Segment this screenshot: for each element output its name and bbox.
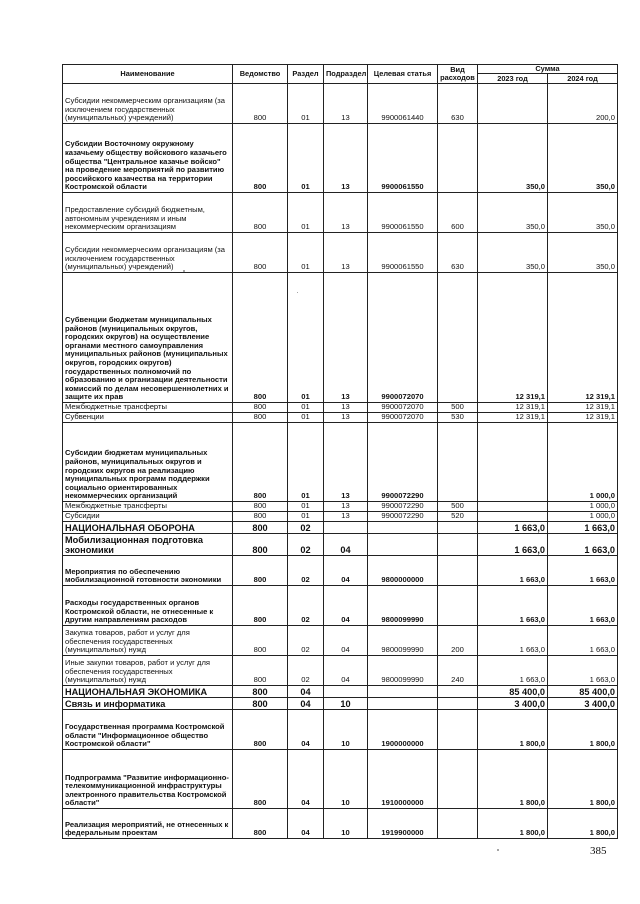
table-row [63,698,618,710]
cell-name: Субсидии [63,512,233,522]
cell-subsection [324,522,368,534]
budget-table [62,64,618,839]
cell-2024: 350,0 [548,233,618,273]
cell-2023: 1 663,0 [478,556,548,586]
cell-name: Подпрограмма "Развитие информационно-телекоммуникационной инфраструктуры электронного правительства Костромской области" [63,750,233,809]
cell-department: 800 [233,750,288,809]
table-row [63,233,618,273]
cell-expense-type [438,686,478,698]
cell-2024: 1 663,0 [548,534,618,556]
cell-department: 800 [233,586,288,626]
cell-target [368,698,438,710]
cell-section: 01 [288,193,324,233]
cell-subsection: 04 [324,586,368,626]
cell-target: 9900061440 [368,84,438,124]
cell-name: Субсидии некоммерческим организациям (за исключением государственных (муниципальных) учреждений) [63,84,233,124]
cell-target: 9900072290 [368,423,438,502]
cell-2023: 1 663,0 [478,522,548,534]
cell-target: 9900061550 [368,193,438,233]
cell-section: 04 [288,710,324,750]
cell-section: 02 [288,534,324,556]
cell-2023: 350,0 [478,124,548,193]
cell-2024: 12 319,1 [548,403,618,413]
cell-name: Государственная программа Костромской области "Информационное общество Костромской области" [63,710,233,750]
cell-2023: 350,0 [478,193,548,233]
cell-name: Предоставление субсидий бюджетным, автономным учреждениям и иным некоммерческим организациям [63,193,233,233]
cell-section: 01 [288,233,324,273]
cell-target: 9900061550 [368,233,438,273]
cell-2024: 1 000,0 [548,512,618,522]
cell-name: Субвенции бюджетам муниципальных районов (муниципальных округов, городских округов) на осуществление органами местного самоуправления муниципальных районов (муниципальных округов, городских округов) государственных полномочий по образованию и организации деятельности комиссий по делам несовершеннолетних и защите их прав [63,273,233,403]
cell-expense-type [438,586,478,626]
cell-2023: 1 663,0 [478,626,548,656]
cell-subsection: 13 [324,124,368,193]
cell-expense-type [438,809,478,839]
cell-2023: 350,0 [478,233,548,273]
table-row [63,656,618,686]
cell-section: 01 [288,502,324,512]
cell-expense-type: 630 [438,233,478,273]
table-row [63,586,618,626]
cell-2023 [478,512,548,522]
cell-department: 800 [233,556,288,586]
cell-section: 04 [288,698,324,710]
cell-target: 9800099990 [368,656,438,686]
cell-section: 01 [288,124,324,193]
cell-expense-type [438,750,478,809]
cell-department: 800 [233,423,288,502]
cell-section: 01 [288,413,324,423]
cell-subsection: 13 [324,502,368,512]
header-sum: Сумма [478,65,618,74]
cell-2024: 350,0 [548,124,618,193]
cell-section: 04 [288,809,324,839]
cell-department: 800 [233,233,288,273]
cell-department: 800 [233,686,288,698]
cell-name: Закупка товаров, работ и услуг для обеспечения государственных (муниципальных) нужд [63,626,233,656]
cell-subsection: 13 [324,193,368,233]
cell-expense-type: 630 [438,84,478,124]
table-row [63,273,618,403]
cell-name: НАЦИОНАЛЬНАЯ ЭКОНОМИКА [63,686,233,698]
cell-2023: 1 663,0 [478,534,548,556]
header-year-2024: 2024 год [548,74,618,84]
scan-speck [297,292,298,293]
cell-subsection: 13 [324,84,368,124]
cell-expense-type [438,522,478,534]
header-name: Наименование [63,65,233,84]
cell-department: 800 [233,698,288,710]
cell-2023: 12 319,1 [478,403,548,413]
cell-name: Субсидии некоммерческим организациям (за исключением государственных (муниципальных) учреждений) [63,233,233,273]
cell-2024: 1 663,0 [548,626,618,656]
cell-department: 800 [233,534,288,556]
cell-2024: 350,0 [548,193,618,233]
cell-section: 02 [288,556,324,586]
cell-subsection: 13 [324,233,368,273]
table-row [63,809,618,839]
cell-expense-type [438,273,478,403]
cell-expense-type: 200 [438,626,478,656]
cell-subsection: 04 [324,626,368,656]
cell-target: 1910000000 [368,750,438,809]
cell-name: Иные закупки товаров, работ и услуг для обеспечения государственных (муниципальных) нужд [63,656,233,686]
cell-department: 800 [233,512,288,522]
table-row [63,403,618,413]
cell-2024: 1 000,0 [548,502,618,512]
cell-2024: 1 663,0 [548,586,618,626]
cell-target: 9900061550 [368,124,438,193]
cell-subsection: 10 [324,698,368,710]
cell-name: Субсидии бюджетам муниципальных районов, муниципальных округов и городских округов на реализацию муниципальных программ поддержки социально ориентированных некоммерческих организаций [63,423,233,502]
cell-department: 800 [233,413,288,423]
cell-target: 9900072290 [368,502,438,512]
cell-department: 800 [233,124,288,193]
cell-2023 [478,84,548,124]
cell-expense-type [438,124,478,193]
table-row [63,413,618,423]
cell-2024: 85 400,0 [548,686,618,698]
cell-2024: 1 000,0 [548,423,618,502]
cell-section: 04 [288,686,324,698]
cell-subsection [324,686,368,698]
table-row [63,124,618,193]
table-row [63,423,618,502]
cell-section: 01 [288,423,324,502]
cell-target: 9800099990 [368,586,438,626]
table-row [63,502,618,512]
cell-expense-type: 520 [438,512,478,522]
scan-speck [497,849,499,851]
table-row [63,534,618,556]
cell-2023: 1 800,0 [478,750,548,809]
cell-2023: 3 400,0 [478,698,548,710]
table-row [63,556,618,586]
cell-2024: 1 800,0 [548,809,618,839]
cell-section: 02 [288,626,324,656]
cell-2023 [478,502,548,512]
cell-2024: 1 663,0 [548,656,618,686]
cell-expense-type: 500 [438,403,478,413]
cell-target: 9800000000 [368,556,438,586]
cell-2024: 1 663,0 [548,556,618,586]
table-row [63,84,618,124]
table-row [63,686,618,698]
cell-department: 800 [233,502,288,512]
cell-2023: 1 800,0 [478,809,548,839]
cell-2023 [478,423,548,502]
cell-name: Расходы государственных органов Костромской области, не отнесенные к другим направлениям расходов [63,586,233,626]
cell-expense-type [438,556,478,586]
cell-expense-type: 530 [438,413,478,423]
cell-name: НАЦИОНАЛЬНАЯ ОБОРОНА [63,522,233,534]
header-year-2023: 2023 год [478,74,548,84]
table-row [63,512,618,522]
cell-department: 800 [233,273,288,403]
cell-subsection: 10 [324,809,368,839]
budget-table-container [62,64,617,839]
cell-target: 9800099990 [368,626,438,656]
cell-2024: 3 400,0 [548,698,618,710]
scan-speck [183,270,185,272]
cell-expense-type [438,698,478,710]
cell-2024: 1 663,0 [548,522,618,534]
cell-department: 800 [233,626,288,656]
cell-name: Субсидии Восточному окружному казачьему обществу войскового казачьего общества "Центральное казачье войско" на проведение мероприятий по развитию российского казачества на территории Костромской области [63,124,233,193]
header-target: Целевая статья [368,65,438,84]
cell-subsection: 13 [324,413,368,423]
cell-target [368,522,438,534]
cell-2024: 12 319,1 [548,413,618,423]
cell-section: 02 [288,586,324,626]
cell-2024: 1 800,0 [548,710,618,750]
cell-subsection: 13 [324,273,368,403]
cell-target: 9900072070 [368,403,438,413]
cell-department: 800 [233,656,288,686]
cell-section: 01 [288,512,324,522]
cell-subsection: 10 [324,750,368,809]
cell-department: 800 [233,403,288,413]
cell-2024: 12 319,1 [548,273,618,403]
cell-section: 01 [288,273,324,403]
cell-2023: 12 319,1 [478,413,548,423]
cell-subsection: 13 [324,403,368,413]
cell-target: 1900000000 [368,710,438,750]
cell-2024: 1 800,0 [548,750,618,809]
cell-section: 02 [288,656,324,686]
cell-department: 800 [233,84,288,124]
cell-expense-type: 240 [438,656,478,686]
cell-subsection: 04 [324,556,368,586]
cell-department: 800 [233,193,288,233]
table-row [63,193,618,233]
cell-name: Мероприятия по обеспечению мобилизационной готовности экономики [63,556,233,586]
cell-name: Реализация мероприятий, не отнесенных к федеральным проектам [63,809,233,839]
cell-subsection: 10 [324,710,368,750]
table-row [63,750,618,809]
cell-department: 800 [233,809,288,839]
cell-expense-type [438,710,478,750]
cell-department: 800 [233,710,288,750]
cell-section: 02 [288,522,324,534]
cell-2023: 1 800,0 [478,710,548,750]
cell-section: 01 [288,403,324,413]
cell-subsection: 13 [324,512,368,522]
cell-target: 9900072290 [368,512,438,522]
cell-target: 1919900000 [368,809,438,839]
cell-2024: 200,0 [548,84,618,124]
cell-department: 800 [233,522,288,534]
cell-2023: 85 400,0 [478,686,548,698]
cell-2023: 1 663,0 [478,586,548,626]
cell-expense-type: 500 [438,502,478,512]
table-row [63,522,618,534]
cell-name: Межбюджетные трансферты [63,502,233,512]
header-department: Ведомство [233,65,288,84]
cell-name: Субвенции [63,413,233,423]
cell-subsection: 04 [324,534,368,556]
cell-expense-type: 600 [438,193,478,233]
header-section: Раздел [288,65,324,84]
cell-target: 9900072070 [368,413,438,423]
cell-target [368,534,438,556]
cell-section: 01 [288,84,324,124]
cell-target [368,686,438,698]
cell-name: Межбюджетные трансферты [63,403,233,413]
cell-subsection: 04 [324,656,368,686]
cell-name: Связь и информатика [63,698,233,710]
cell-expense-type [438,534,478,556]
header-subsection: Подраздел [324,65,368,84]
cell-name: Мобилизационная подготовка экономики [63,534,233,556]
table-row [63,626,618,656]
cell-subsection: 13 [324,423,368,502]
cell-section: 04 [288,750,324,809]
cell-2023: 12 319,1 [478,273,548,403]
page-number: 385 [590,845,607,857]
cell-target: 9900072070 [368,273,438,403]
table-row [63,710,618,750]
cell-expense-type [438,423,478,502]
header-expense-type: Вид расходов [438,65,478,84]
cell-2023: 1 663,0 [478,656,548,686]
